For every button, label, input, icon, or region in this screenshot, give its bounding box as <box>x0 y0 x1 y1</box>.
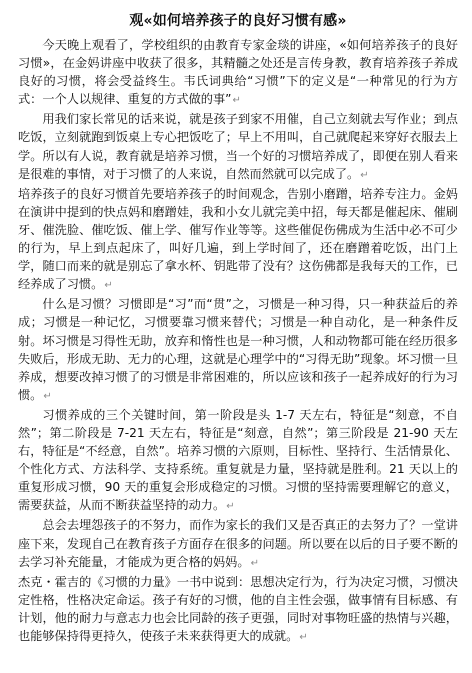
document-title: 观«如何培养孩子的良好习惯有感» <box>129 13 347 29</box>
paragraph-5 <box>18 406 458 517</box>
paragraph-2-text: 用我们家长常见的话来说，就是孩子到家不用催，自己立刻就去写作业；到点吃饭，立刻就跑到饭桌上专心把饭吃了；早上不用叫，自己就爬起来穿好衣服去上学。所以有人说，教育就是培养习惯，当一个好的习惯培养成了，即便在别人看来是很难的事情，对于习惯了的人来说，自然而然就可以完成了。 <box>18 112 458 181</box>
paragraph-2 <box>18 110 458 184</box>
paragraph-mark: ↵ <box>43 390 52 402</box>
paragraph-4 <box>18 295 458 406</box>
paragraph-mark: ↵ <box>360 169 369 181</box>
paragraph-mark: ↵ <box>250 557 259 569</box>
paragraph-1-text: 今天晚上观看了，学校组织的由教育专家金琰的讲座，«如何培养孩子的良好习惯»，在金妈讲座中收获了很多，其精髓之处还是言传身教，教育培养孩子养成良好的习惯，将会受益终生。韦氏词典给“习惯”下的定义是“一种常见的行为方式：一个人以规律、重复的方式做的事” <box>18 38 458 107</box>
paragraph-3 <box>18 185 458 296</box>
paragraph-mark: ↵ <box>104 280 113 292</box>
paragraph-mark: ↵ <box>226 501 235 513</box>
document-page <box>18 12 458 647</box>
paragraph-4-text: 什么是习惯？习惯即是“习”而“贯”之，习惯是一种习得，只一种获益后的养成；习惯是一种记忆，习惯要靠习惯来替代；习惯是一种自动化，是一种条件反射。坏习惯是习得性无助，放弃和惰性也是一种习惯，人和动物都可能在经历很多失败后，形成无助、无力的心理，这就是心理学中的“习得无助”现象。坏习惯一旦养成，想要改掉习惯了的习惯是非常困难的，所以应该和孩子一起养成好的行为习惯。 <box>18 297 458 402</box>
paragraph-mark: ↵ <box>299 632 308 643</box>
paragraph-1 <box>18 36 458 110</box>
paragraph-5-text: 习惯养成的三个关键时间，第一阶段是头 1-7 天左右，特征是“刻意，不自然”；第二阶段是 7-21 天左右，特征是“刻意，自然”；第三阶段是 21-90 天左右，特征是“不经意，自然”。培养习惯的六原则，目标性、坚持行、生活情景化、个性化方式、方法科学、支持系统。重复就是力量，坚持就是胜利。21 天以上的重复形成习惯，90 天的重复会形成稳定的习惯。习惯的坚持需要理解它的意义，需要获益，从而不断获益坚持的动力。 <box>18 407 458 513</box>
paragraph-7-text: 杰克・霍吉的《习惯的力量》一书中说到：思想决定行为，行为决定习惯，习惯决定性格，性格决定命运。孩子有好的习惯，他的自主性会强，做事情有目标感、有计划，他的耐力与意志力也会比同龄的孩子更强，同时对事物旺盛的热情与兴趣，也能够保持得更持久，使孩子未来获得更大的成就。 <box>18 574 458 643</box>
paragraph-6-text: 总会去埋怨孩子的不努力，而作为家长的我们又是否真正的去努力了？一堂讲座下来，发现自己在教育孩子方面存在很多的问题。所以要在以后的日子要不断的去学习补充能量，才能成为更合格的妈妈。 <box>18 518 458 569</box>
paragraph-6 <box>18 516 458 572</box>
paragraph-mark: ↵ <box>232 95 241 107</box>
paragraph-7 <box>18 573 458 647</box>
paragraph-3-text: 培养孩子的良好习惯首先要培养孩子的时间观念，告别小磨蹭，培养专注力。金妈在演讲中提到的快点妈和磨蹭娃，我和小女儿就完美中招，每天都是催起床、催刷牙、催洗脸、催吃饭、催上学、催写作业等等。这些催促伤佛成为生活中必不可少的行为，早上到点起床了，叫好几遍，到上学时间了，还在磨蹭着吃饭，出门上学，随口而来的就是别忘了拿水杯、钥匙带了没有？这伤佛都是我每天的工作，已经养成了习惯。 <box>18 186 458 292</box>
